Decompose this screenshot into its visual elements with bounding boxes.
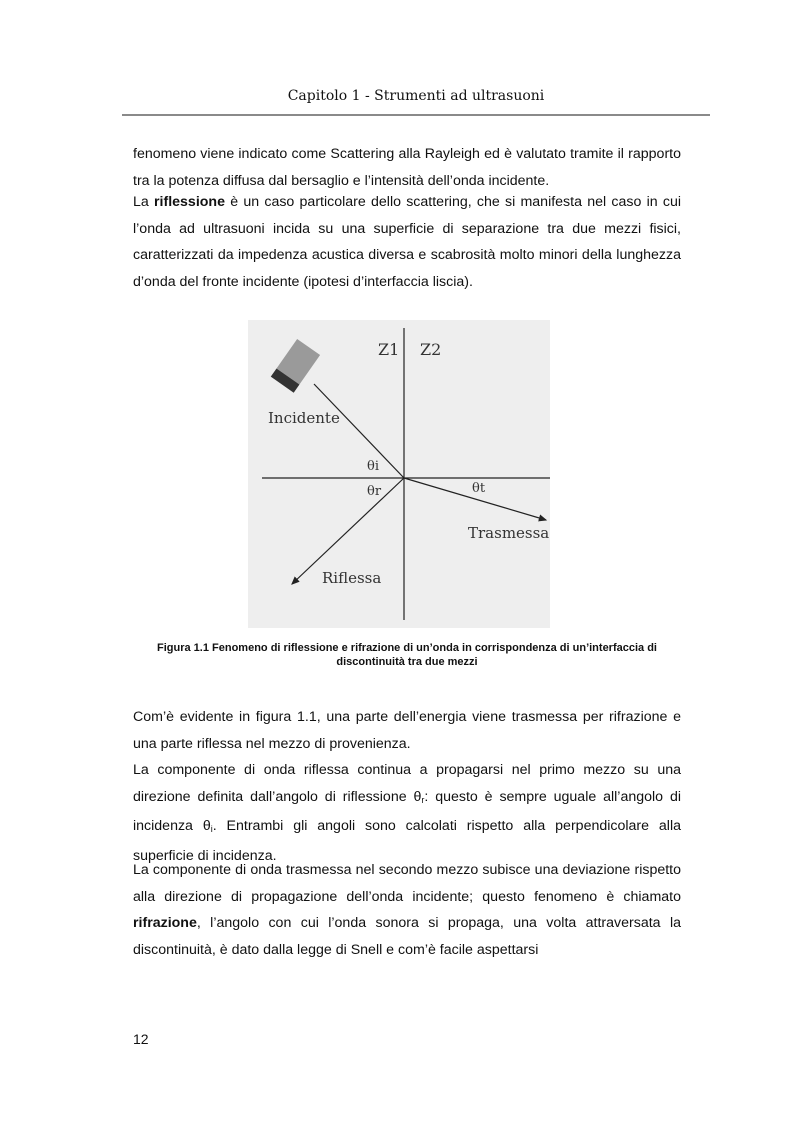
- paragraph-3: Com’è evidente in figura 1.1, una parte dell’energia viene trasmessa per rifrazione e una parte riflessa nel mezzo di provenienza.: [133, 709, 681, 752]
- paragraph-1-line-1: fenomeno viene indicato come Scattering alla Rayleigh ed è valutato tramite il: [133, 146, 624, 162]
- paragraph-4: [133, 757, 681, 869]
- label-z1: Z1: [378, 340, 400, 359]
- figure-1-1: [248, 320, 550, 628]
- paragraph-1-line-2: rapporto tra la potenza diffusa dal bersaglio e l’intensità dell’onda incidente.: [133, 146, 681, 189]
- paragraph-4-part-c: . Entrambi gli angoli sono calcolati rispetto alla perpendicolare alla superficie di incidenza.: [133, 818, 681, 864]
- label-trasmessa: Trasmessa: [468, 524, 550, 542]
- paragraph-5-part-b: , l’angolo con cui l’onda sonora si propaga, una volta attraversata la discontinuità, è dato dalla legge di Snell e com’è facile aspettarsi: [133, 915, 681, 958]
- label-z2: Z2: [420, 340, 442, 359]
- label-theta-t: θt: [472, 481, 486, 496]
- incident-ray: [314, 384, 404, 478]
- paragraph-2-prefix: La: [133, 194, 149, 210]
- figure-caption-line-2: discontinuità tra due mezzi: [336, 656, 478, 668]
- label-incidente: Incidente: [268, 409, 340, 427]
- label-riflessa: Riflessa: [322, 569, 382, 587]
- running-header: Capitolo 1 - Strumenti ad ultrasuoni: [287, 88, 545, 104]
- paragraph-1: [133, 141, 681, 194]
- page-number: 12: [133, 1031, 149, 1047]
- paragraph-2: [133, 189, 681, 295]
- paragraph-5-part-a: La componente di onda trasmessa nel secondo mezzo subisce una deviazione rispetto alla direzione di propagazione dell’onda incidente; questo fenomeno è chiamato: [133, 862, 681, 905]
- label-theta-r: θr: [367, 484, 382, 499]
- paragraph-5: [133, 857, 681, 963]
- subscript-i: i: [210, 824, 213, 834]
- transducer-icon: [271, 339, 320, 393]
- figure-caption: [133, 641, 681, 669]
- header-rule: [122, 114, 710, 116]
- reflection-refraction-diagram: [248, 320, 550, 628]
- figure-caption-line-1: Figura 1.1 Fenomeno di riflessione e rifrazione di un’onda in corrispondenza di un’interfaccia di: [157, 642, 657, 654]
- paragraph-2-text: è un caso particolare dello scattering, che si manifesta nel caso in cui l’onda ad ultrasuoni incida su una superficie di separazione tra due mezzi fisici, caratterizzati da impedenza acustica diversa e scabrosità molto minori della lunghezza d’onda del fronte incidente (ipotesi d’interfaccia liscia).: [133, 194, 681, 290]
- label-theta-i: θi: [367, 459, 379, 474]
- term-rifrazione: rifrazione: [133, 915, 197, 931]
- subscript-r: r: [421, 794, 425, 805]
- paragraph-4-part-b: : questo è sempre uguale all’angolo di incidenza θ: [133, 788, 681, 834]
- paragraph-4-part-a: La componente di onda riflessa continua a propagarsi nel primo mezzo su una direzione definita dall’angolo di riflessione θ: [133, 762, 681, 805]
- term-riflessione: riflessione: [154, 194, 225, 210]
